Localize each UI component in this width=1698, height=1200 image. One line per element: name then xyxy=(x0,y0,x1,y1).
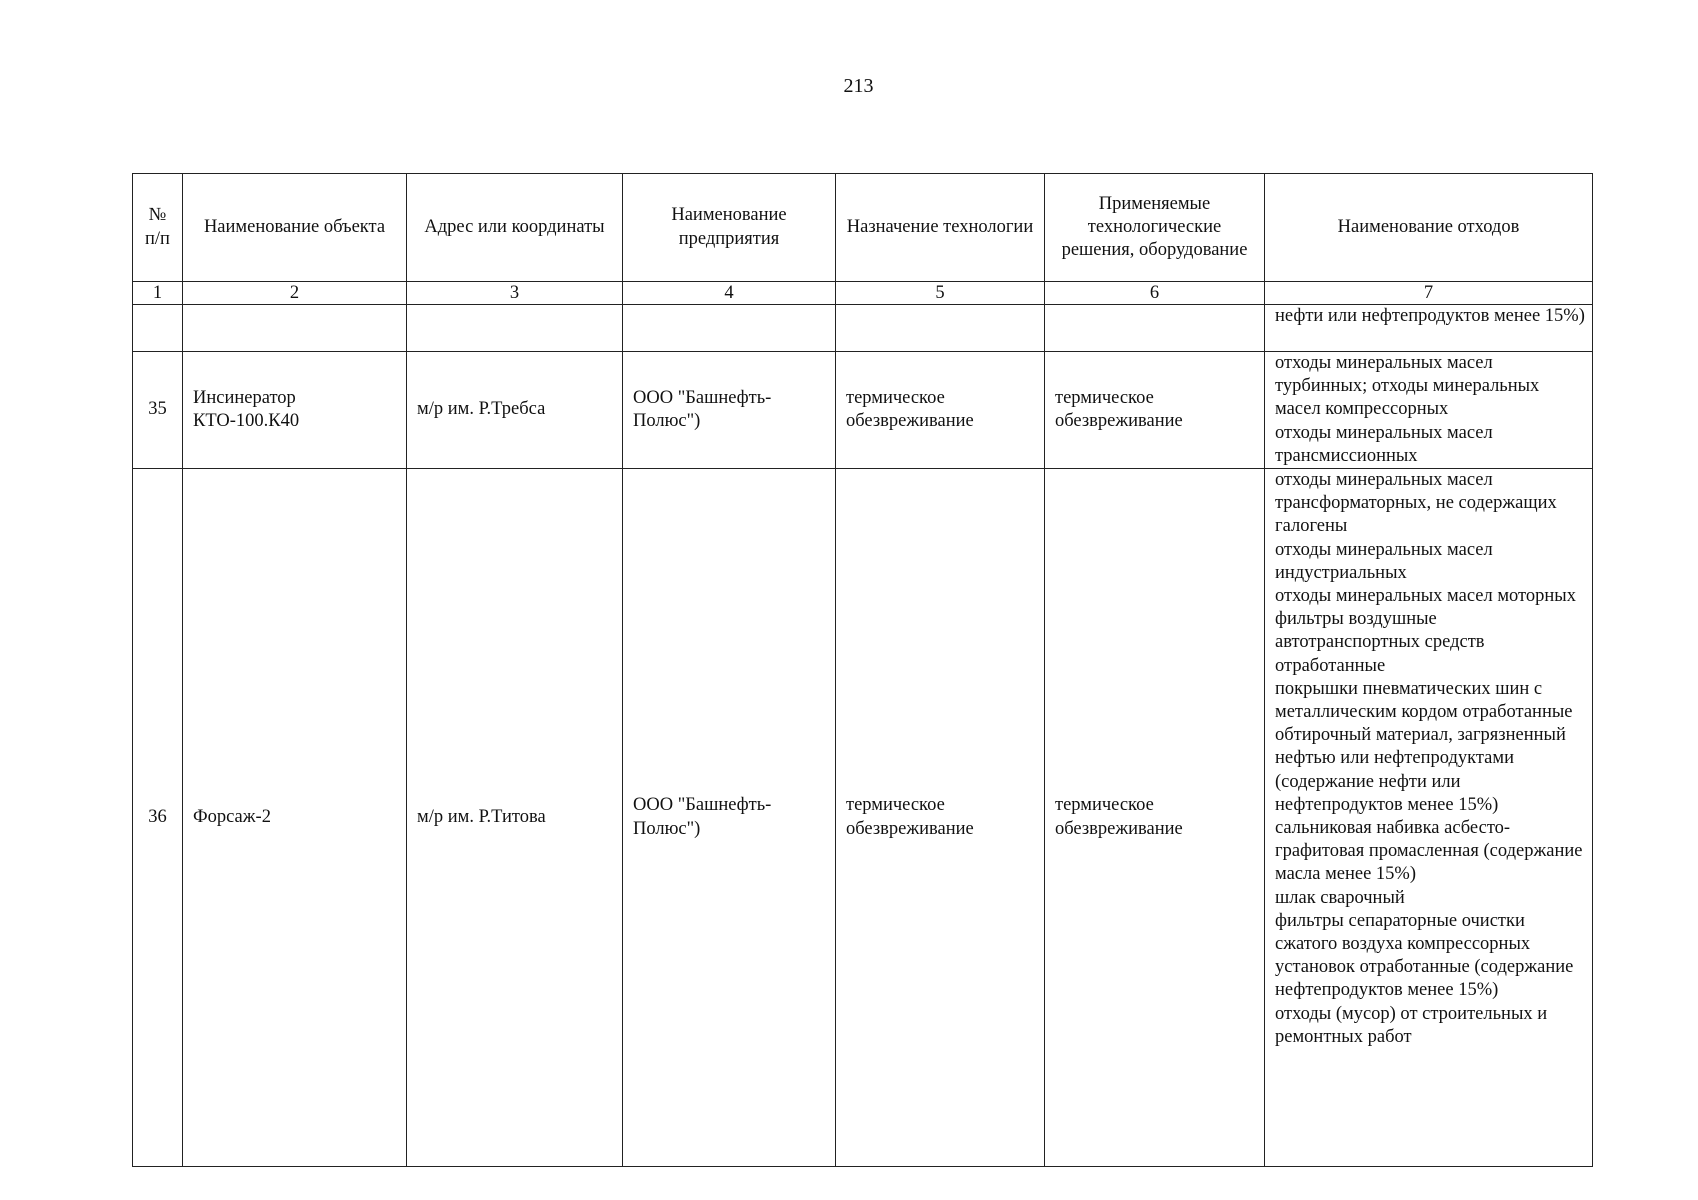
waste-item: отходы минеральных масел моторных xyxy=(1275,586,1576,607)
column-number-row xyxy=(133,282,1593,305)
facilities-table xyxy=(132,173,1593,1167)
waste-cell xyxy=(1265,352,1593,469)
waste-item: фильтры воздушные автотранспортных средств отработанные xyxy=(1275,609,1485,676)
table-cell-empty xyxy=(183,305,407,352)
column-number: 5 xyxy=(836,282,1045,305)
table-cell-empty xyxy=(623,305,836,352)
company-name: ООО "Башнефть-Полюс") xyxy=(623,469,836,1167)
waste-item: фильтры сепараторные очистки сжатого воздуха компрессорных установок отработанные (содержание нефтепродуктов менее 15%) xyxy=(1275,910,1574,1001)
header-solutions: Применяемые технологические решения, оборудование xyxy=(1045,174,1265,282)
column-number: 7 xyxy=(1265,282,1593,305)
column-number: 3 xyxy=(407,282,623,305)
column-number: 6 xyxy=(1045,282,1265,305)
column-number: 2 xyxy=(183,282,407,305)
column-number: 1 xyxy=(133,282,183,305)
waste-item: отходы минеральных масел трансформаторных, не содержащих галогены xyxy=(1275,470,1557,537)
waste-cell xyxy=(1265,469,1593,1167)
table-header-row xyxy=(133,174,1593,282)
waste-item: шлак сварочный xyxy=(1275,887,1405,908)
row-number: 36 xyxy=(133,469,183,1167)
waste-item: отходы (мусор) от строительных и ремонтных работ xyxy=(1275,1003,1548,1047)
table-row-continuation xyxy=(133,305,1593,352)
waste-item: обтирочный материал, загрязненный нефтью или нефтепродуктами (содержание нефти или нефтепродуктов менее 15%) xyxy=(1275,725,1566,815)
waste-item: сальниковая набивка асбесто-графитовая промасленная (содержание масла менее 15%) xyxy=(1275,818,1583,885)
column-number: 4 xyxy=(623,282,836,305)
object-name: Форсаж-2 xyxy=(183,469,407,1167)
header-purpose: Назначение технологии xyxy=(836,174,1045,282)
header-company: Наименование предприятия xyxy=(623,174,836,282)
address: м/р им. Р.Требса xyxy=(407,352,623,469)
header-waste: Наименование отходов xyxy=(1265,174,1593,282)
technology-purpose: термическое обезвреживание xyxy=(836,469,1045,1167)
object-name: Инсинератор КТО-100.К40 xyxy=(183,352,407,469)
waste-item: отходы минеральных масел индустриальных xyxy=(1275,539,1493,583)
waste-item: отходы минеральных масел турбинных; отходы минеральных масел компрессорных xyxy=(1275,353,1540,420)
address: м/р им. Р.Титова xyxy=(407,469,623,1167)
table-cell-empty xyxy=(133,305,183,352)
waste-item: отходы минеральных масел трансмиссионных xyxy=(1275,422,1493,466)
header-address: Адрес или координаты xyxy=(407,174,623,282)
table-cell-empty xyxy=(1045,305,1265,352)
table-cell-empty xyxy=(407,305,623,352)
table-row xyxy=(133,469,1593,1167)
waste-item: покрышки пневматических шин с металлическим кордом отработанные xyxy=(1275,678,1573,723)
table-cell-empty xyxy=(836,305,1045,352)
header-number: № п/п xyxy=(133,174,183,282)
waste-item: нефти или нефтепродуктов менее 15%) xyxy=(1275,306,1585,326)
page-number: 213 xyxy=(843,75,874,97)
row-number: 35 xyxy=(133,352,183,469)
header-object-name: Наименование объекта xyxy=(183,174,407,282)
table-row xyxy=(133,352,1593,469)
waste-cell xyxy=(1265,305,1593,352)
technology-solutions: термическое обезвреживание xyxy=(1045,469,1265,1167)
technology-solutions: термическое обезвреживание xyxy=(1045,352,1265,469)
company-name: ООО "Башнефть-Полюс") xyxy=(623,352,836,469)
technology-purpose: термическое обезвреживание xyxy=(836,352,1045,469)
